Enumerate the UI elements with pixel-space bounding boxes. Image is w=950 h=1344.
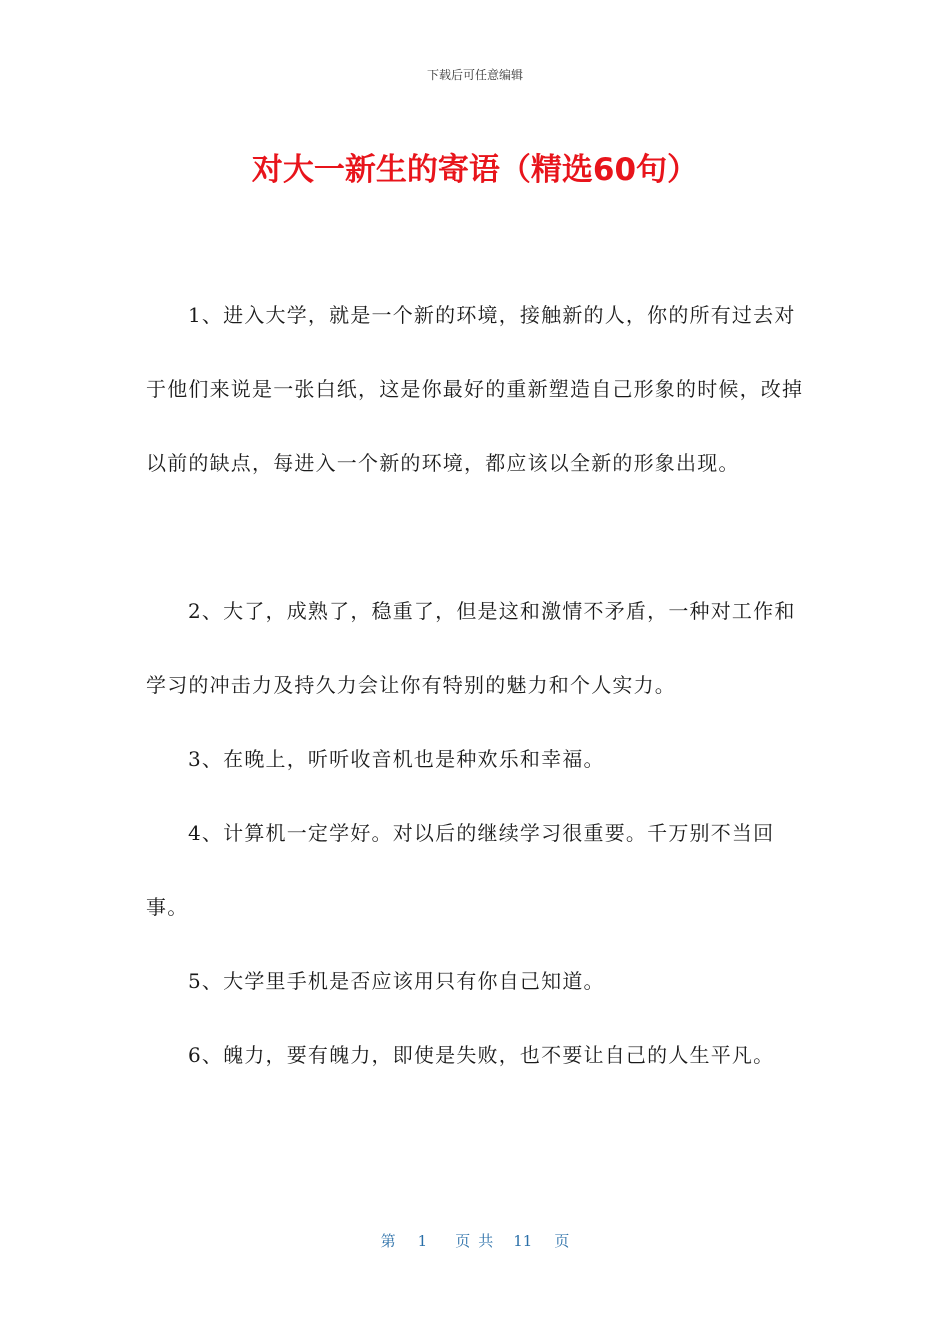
- document-body: [146, 278, 806, 1092]
- footer-page-total: 11: [513, 1232, 533, 1250]
- footer-page-mid2: 共: [478, 1232, 494, 1250]
- paragraph-spacer: [146, 500, 806, 574]
- footer-page-suffix: 页: [554, 1232, 570, 1250]
- page-footer: [0, 1230, 950, 1251]
- footer-page-mid1: 页: [455, 1232, 471, 1250]
- paragraph-3: 3、在晚上，听听收音机也是种欢乐和幸福。: [188, 747, 605, 771]
- footer-page-prefix: 第: [380, 1232, 396, 1250]
- paragraph-5: 5、大学里手机是否应该用只有你自己知道。: [188, 969, 605, 993]
- header-note: 下载后可任意编辑: [426, 68, 523, 82]
- paragraph-2: 2、大了，成熟了，稳重了，但是这和激情不矛盾，一种对工作和学习的冲击力及持久力会让你有特别的魅力和个人实力。: [146, 599, 796, 697]
- paragraph-6: 6、魄力，要有魄力，即使是失败，也不要让自己的人生平凡。: [188, 1043, 775, 1067]
- paragraph-4: 4、计算机一定学好。对以后的继续学习很重要。千万别不当回事。: [146, 821, 775, 919]
- footer-page-current: 1: [417, 1232, 428, 1250]
- page-title: 对大一新生的寄语（精选60句）: [251, 152, 699, 188]
- paragraph-1: 1、进入大学，就是一个新的环境，接触新的人，你的所有过去对于他们来说是一张白纸，这是你最好的重新塑造自己形象的时候，改掉以前的缺点，每进入一个新的环境，都应该以全新的形象出现。: [146, 303, 804, 475]
